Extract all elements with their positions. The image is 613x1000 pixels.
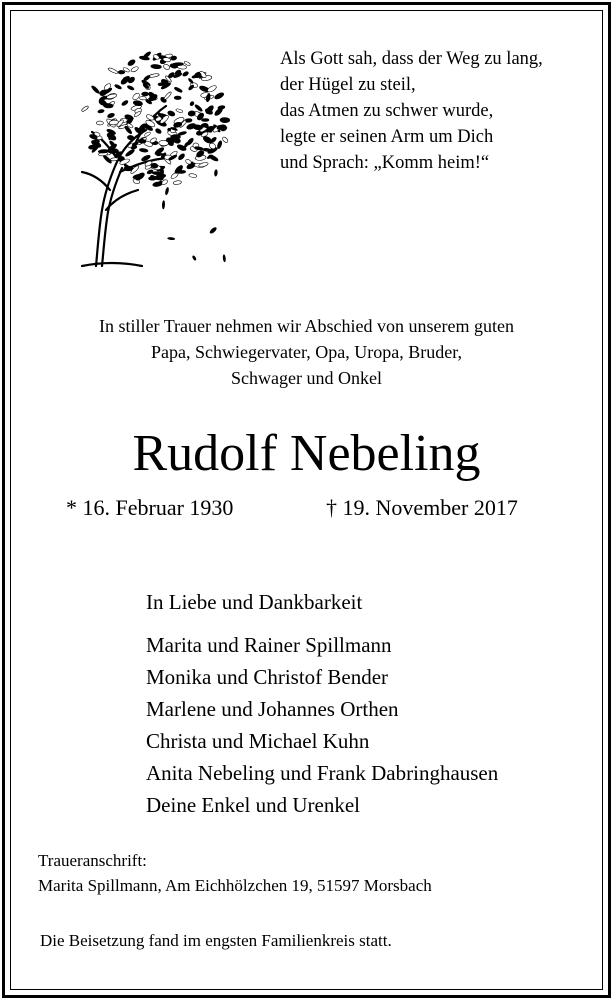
leaf bbox=[139, 148, 148, 153]
leaf bbox=[189, 173, 198, 178]
leaf bbox=[91, 85, 101, 94]
leaf bbox=[163, 63, 171, 70]
leaf bbox=[220, 117, 230, 122]
leaf bbox=[198, 162, 208, 168]
fallen-leaf bbox=[209, 226, 218, 235]
leaf bbox=[159, 140, 169, 146]
mourner-1: Marita und Rainer Spillmann bbox=[146, 633, 392, 657]
leaf bbox=[133, 100, 143, 106]
leaf bbox=[182, 71, 189, 77]
mourner-2: Monika und Christof Bender bbox=[146, 665, 389, 689]
leaf bbox=[121, 100, 129, 107]
leaf bbox=[201, 119, 209, 122]
intro-line-1: In stiller Trauer nehmen wir Abschied von unserem guten bbox=[99, 316, 514, 336]
leaf bbox=[96, 121, 103, 125]
leaf bbox=[142, 92, 149, 96]
fallen-leaf bbox=[165, 187, 170, 196]
leaf bbox=[144, 131, 151, 137]
leaf bbox=[151, 64, 162, 69]
leaf bbox=[81, 105, 89, 112]
leaf bbox=[174, 86, 183, 93]
leaf bbox=[177, 153, 185, 161]
mourner-6: Deine Enkel und Urenkel bbox=[146, 793, 361, 817]
leaf bbox=[108, 67, 119, 74]
mourners-heading: In Liebe und Dankbarkeit bbox=[146, 590, 363, 614]
leaf bbox=[103, 103, 113, 108]
fallen-leaf bbox=[162, 200, 165, 209]
verse-line-4: legte er seinen Arm um Dich bbox=[280, 127, 494, 147]
mourner-5: Anita Nebeling und Frank Dabringhausen bbox=[146, 761, 499, 785]
leaf bbox=[107, 148, 118, 153]
funeral-note: Die Beisetzung fand im engsten Familienkreis statt. bbox=[40, 931, 392, 950]
leaf bbox=[188, 84, 195, 91]
tree-leaves bbox=[81, 51, 230, 187]
leaf bbox=[134, 172, 145, 182]
fallen-leaf bbox=[192, 255, 198, 261]
verse-line-1: Als Gott sah, dass der Weg zu lang, bbox=[280, 49, 543, 69]
leaf bbox=[127, 59, 136, 67]
leaf bbox=[125, 149, 135, 158]
intro-line-3: Schwager und Onkel bbox=[231, 368, 382, 388]
leaf bbox=[173, 180, 182, 185]
leaf bbox=[174, 96, 181, 100]
address-text: Marita Spillmann, Am Eichhölzchen 19, 51597 Morsbach bbox=[38, 876, 432, 895]
leaf bbox=[139, 96, 146, 100]
poem-verse bbox=[280, 46, 543, 176]
leaf bbox=[127, 85, 135, 91]
verse-line-3: das Atmen zu schwer wurde, bbox=[280, 101, 494, 121]
birth-date: * 16. Februar 1930 bbox=[66, 495, 234, 520]
leaf bbox=[98, 109, 105, 113]
fallen-leaf bbox=[214, 169, 218, 177]
leaf bbox=[107, 112, 115, 118]
leaf bbox=[130, 66, 139, 73]
leaf bbox=[206, 84, 217, 93]
mourners-list bbox=[146, 629, 498, 821]
fallen-leaf bbox=[223, 254, 227, 262]
death-date: † 19. November 2017 bbox=[326, 495, 518, 520]
leaf bbox=[132, 92, 141, 101]
leaf bbox=[114, 84, 122, 90]
leaf bbox=[118, 70, 125, 74]
leaf bbox=[155, 128, 162, 135]
leaf bbox=[143, 74, 151, 81]
deceased-name: Rudolf Nebeling bbox=[132, 425, 481, 482]
leaf bbox=[194, 104, 203, 112]
leaf bbox=[173, 63, 184, 66]
mourner-4: Christa und Michael Kuhn bbox=[146, 729, 370, 753]
leaf bbox=[178, 131, 187, 136]
leaf bbox=[176, 108, 184, 113]
fallen-leaf bbox=[189, 100, 195, 106]
intro-line-2: Papa, Schwiegervater, Opa, Uropa, Bruder, bbox=[151, 342, 462, 362]
leaf bbox=[127, 135, 134, 140]
tree-in-wind-icon bbox=[62, 40, 234, 272]
fallen-leaf bbox=[167, 237, 175, 241]
leaf bbox=[106, 93, 117, 99]
leaf bbox=[222, 136, 229, 143]
mourner-3: Marlene und Johannes Orthen bbox=[146, 697, 399, 721]
leaf bbox=[214, 92, 225, 101]
address-label: Traueranschrift: bbox=[38, 851, 147, 870]
verse-line-2: der Hügel zu steil, bbox=[280, 75, 416, 95]
leaf bbox=[163, 91, 172, 100]
leaf bbox=[188, 111, 195, 117]
mourning-intro bbox=[0, 313, 613, 391]
leaf bbox=[203, 148, 211, 152]
verse-line-5: und Sprach: „Komm heim!“ bbox=[280, 153, 490, 173]
fallen-leaf bbox=[191, 162, 194, 167]
